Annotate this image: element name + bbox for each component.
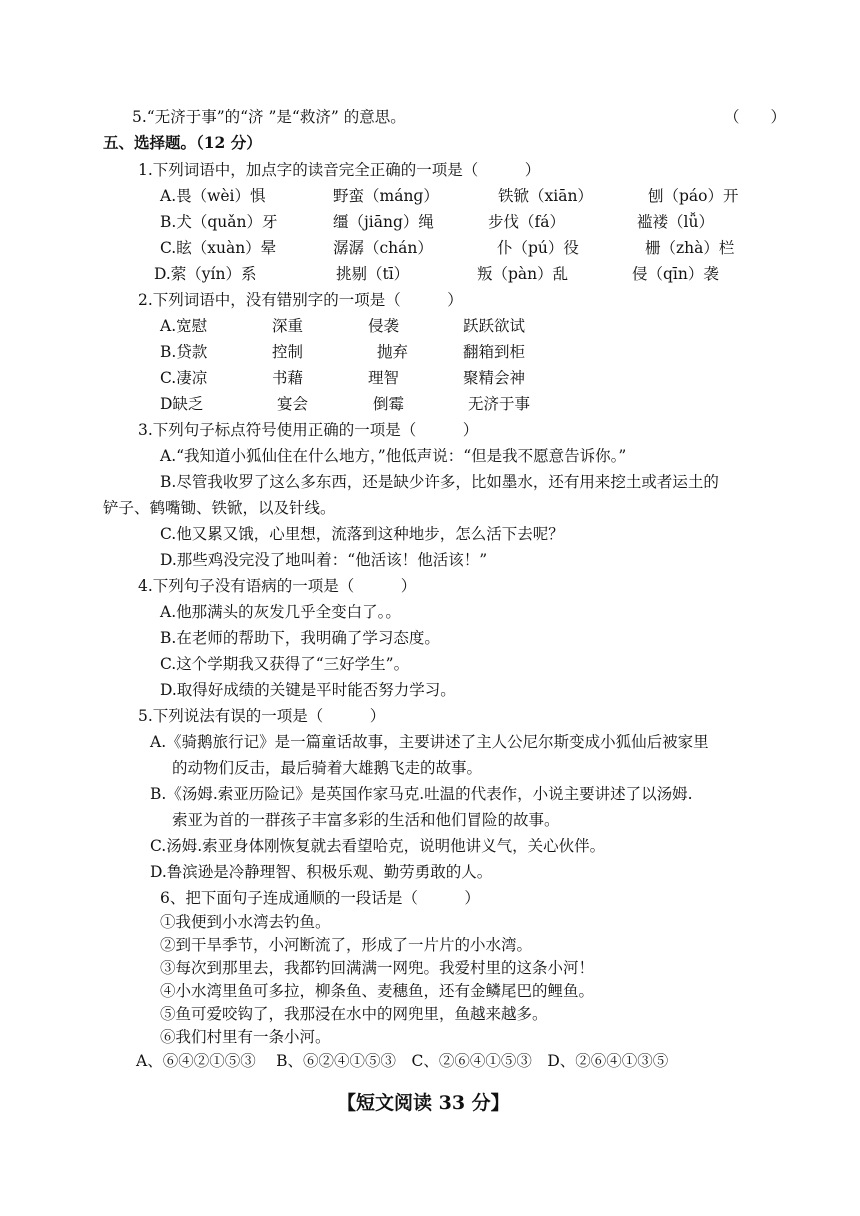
q1-c-word-2: 潺潺（chán） xyxy=(333,239,433,257)
q5-option-a-line2: 的动物们反击，最后骑着大雄鹅飞走的故事。 xyxy=(172,759,483,777)
q6-sentence-6: ⑥我们村里有一条小河。 xyxy=(160,1028,331,1046)
q1-c-word-1: C.眩（xuàn）晕 xyxy=(160,239,277,257)
q2-a-1: A.宽慰 xyxy=(160,317,208,335)
q1-a-word-2: 野蛮（mánɡ） xyxy=(333,187,439,205)
q4-option-d: D.取得好成绩的关键是平时能否努力学习。 xyxy=(160,681,456,699)
q5-option-c: C.汤姆.索亚身体刚恢复就去看望哈克，说明他讲义气，关心伙伴。 xyxy=(150,837,606,855)
q4-option-b: B.在老师的帮助下，我明确了学习态度。 xyxy=(160,629,440,647)
q1-d-word-3: 叛（pàn）乱 xyxy=(477,265,569,283)
q2-a-2: 深重 xyxy=(272,317,304,335)
q1-b-word-4: 褴褛（lǚ） xyxy=(637,213,714,231)
q1-b-word-1: B.犬（quǎn）牙 xyxy=(160,213,278,231)
q3-option-b-line1: B.尽管我收罗了这么多东西，还是缺少许多，比如墨水，还有用来挖土或者运土的 xyxy=(160,473,719,491)
q1-d-word-1: D.萦（yín）系 xyxy=(154,265,257,283)
q1-c-word-3: 仆（pú）役 xyxy=(497,239,579,257)
q6-answer-options: A、⑥④②①⑤③ B、⑥②④①⑤③ C、②⑥④①⑤③ D、②⑥④①③⑤ xyxy=(136,1052,669,1070)
q2-d-1: D缺乏 xyxy=(160,395,204,413)
q2-b-3: 抛弃 xyxy=(377,343,409,361)
q1-b-word-2: 缰（jiāng）绳 xyxy=(333,213,434,231)
q6-sentence-1: ①我便到小水湾去钓鱼。 xyxy=(160,913,331,931)
reading-section-title: 【短文阅读 33 分】 xyxy=(337,1092,510,1114)
q6-sentence-4: ④小水湾里鱼可多拉，柳条鱼、麦穗鱼，还有金鳞尾巴的鲤鱼。 xyxy=(160,982,595,1000)
q2-stem: 2.下列词语中，没有错别字的一项是（ ） xyxy=(138,291,463,309)
judgement-q5-text: 5.“无济于事”的“济 ”是“救济” 的意思。 xyxy=(132,108,406,126)
q6-stem: 6、把下面句子连成通顺的一段话是（ ） xyxy=(160,889,480,907)
q6-sentence-5: ⑤鱼可爱咬钩了，我那浸在水中的网兜里，鱼越来越多。 xyxy=(160,1005,548,1023)
q3-option-a: A.“我知道小狐仙住在什么地方，”他低声说：“但是我不愿意告诉你。” xyxy=(160,447,627,465)
q2-d-2: 宴会 xyxy=(277,395,309,413)
q6-sentence-3: ③每次到那里去，我都钓回满满一网兜。我爱村里的这条小河！ xyxy=(160,959,595,977)
q2-c-4: 聚精会神 xyxy=(463,369,526,387)
q5-stem: 5.下列说法有误的一项是（ ） xyxy=(138,707,386,725)
q5-option-b-line1: B.《汤姆.索亚历险记》是英国作家马克.吐温的代表作，小说主要讲述了以汤姆. xyxy=(150,785,693,803)
q5-option-b-line2: 索亚为首的一群孩子丰富多彩的生活和他们冒险的故事。 xyxy=(172,811,560,829)
q4-option-c: C.这个学期我又获得了“三好学生”。 xyxy=(160,655,410,673)
q2-b-4: 翻箱到柜 xyxy=(463,343,526,361)
q3-option-c: C.他又累又饿，心里想，流落到这种地步，怎么活下去呢？ xyxy=(160,525,564,543)
q2-a-3: 侵袭 xyxy=(368,317,400,335)
q1-a-word-1: A.畏（wèi）惧 xyxy=(160,187,266,205)
section-title-choice: 五、选择题。（12 分） xyxy=(103,133,262,152)
judgement-q5-answer-paren: （ ） xyxy=(724,108,787,126)
q5-option-a-line1: A.《骑鹅旅行记》是一篇童话故事，主要讲述了主人公尼尔斯变成小狐仙后被家里 xyxy=(150,733,709,751)
q2-d-4: 无济于事 xyxy=(468,395,531,413)
q2-a-4: 跃跃欲试 xyxy=(463,317,526,335)
q1-d-word-2: 挑剔（tī） xyxy=(336,265,410,283)
q6-sentence-2: ②到干旱季节，小河断流了，形成了一片片的小水湾。 xyxy=(160,936,533,954)
q1-b-word-3: 步伐（fá） xyxy=(488,213,565,231)
q1-d-word-4: 侵（qīn）袭 xyxy=(632,265,719,283)
q5-option-d: D.鲁滨逊是冷静理智、积极乐观、勤劳勇敢的人。 xyxy=(150,863,493,881)
q2-c-1: C.凄凉 xyxy=(160,369,208,387)
q3-stem: 3.下列句子标点符号使用正确的一项是（ ） xyxy=(138,421,479,439)
q2-c-3: 理智 xyxy=(368,369,400,387)
q2-b-2: 控制 xyxy=(272,343,304,361)
q4-stem: 4.下列句子没有语病的一项是（ ） xyxy=(138,577,417,595)
q3-option-b-line2: 铲子、鹤嘴锄、铁锨，以及针线。 xyxy=(103,499,336,517)
q2-c-2: 书藉 xyxy=(272,369,304,387)
q1-a-word-3: 铁锨（xiān） xyxy=(498,187,593,205)
q1-stem: 1.下列词语中，加点字的读音完全正确的一项是（ ） xyxy=(138,161,541,179)
q1-c-word-4: 栅（zhà）栏 xyxy=(645,239,735,257)
q2-d-3: 倒霉 xyxy=(373,395,405,413)
q3-option-d: D.那些鸡没完没了地叫着：“他活该！他活该！” xyxy=(160,551,488,569)
q2-b-1: B.贷款 xyxy=(160,343,208,361)
q4-option-a: A.他那满头的灰发几乎全变白了。。 xyxy=(160,603,401,621)
q1-a-word-4: 刨（páo）开 xyxy=(648,187,739,205)
